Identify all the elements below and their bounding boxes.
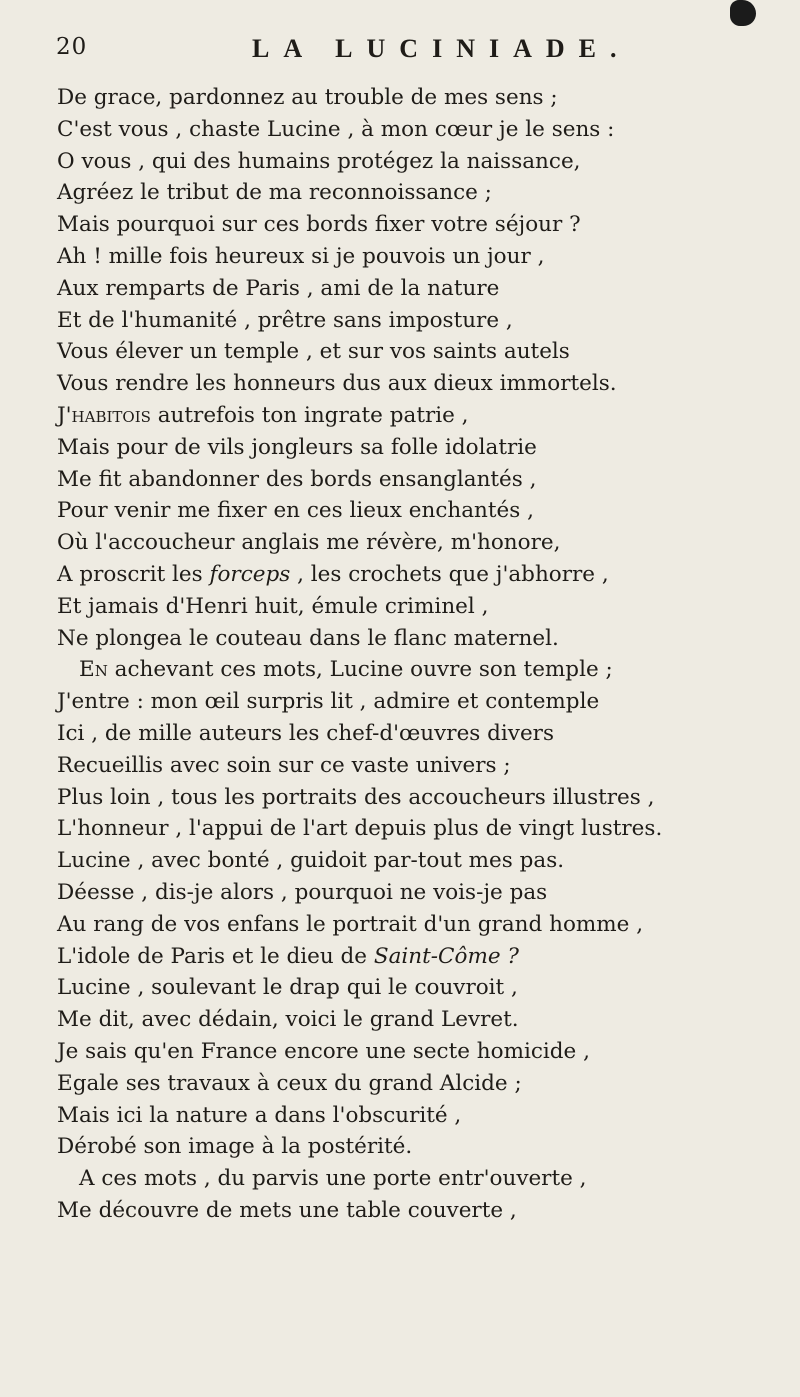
line-segment: Déesse , dis-je alors , pourquoi ne vois-je pas — [57, 879, 548, 905]
poem-line — [57, 1068, 777, 1100]
line-segment: Vous rendre les honneurs dus aux dieux immortels. — [57, 371, 617, 397]
line-segment: A ces mots , du parvis une porte entr'ouverte , — [79, 1166, 587, 1192]
poem-line — [57, 114, 777, 146]
line-segment: Lucine , soulevant le drap qui le couvroit , — [57, 975, 518, 1001]
line-segment: Ici , de mille auteurs les chef-d'œuvres divers — [57, 720, 554, 746]
line-segment: Saint-Côme ? — [373, 943, 519, 969]
line-segment: Où l'accoucheur anglais me révère, m'honore, — [57, 530, 561, 556]
poem-line — [57, 591, 777, 623]
line-segment: Me fit abandonner des bords ensanglantés , — [57, 466, 537, 492]
line-segment: L'idole de Paris et le dieu de — [57, 943, 374, 969]
poem-line — [57, 877, 777, 909]
line-segment: De grace, pardonnez au trouble de mes sens ; — [57, 85, 558, 110]
line-segment: Au rang de vos enfans le portrait d'un grand homme , — [57, 911, 644, 937]
poem-line — [57, 495, 777, 527]
line-segment: achevant ces mots, Lucine ouvre son temple ; — [107, 657, 613, 683]
line-segment: En — [79, 657, 108, 683]
poem-line — [57, 527, 777, 559]
poem-line — [57, 464, 777, 496]
line-segment: L'honneur , l'appui de l'art depuis plus de vingt lustres. — [57, 816, 663, 842]
poem-line — [57, 654, 777, 686]
line-segment: Mais pour de vils jongleurs sa folle idolatrie — [57, 434, 537, 460]
poem-line — [57, 368, 777, 400]
line-segment: Me découvre de mets une table couverte , — [57, 1197, 517, 1223]
poem-text — [57, 82, 777, 1227]
poem-line — [57, 972, 777, 1004]
line-segment: Ne plongea le couteau dans le flanc maternel. — [57, 625, 559, 651]
line-segment: forceps — [209, 561, 291, 587]
poem-line — [57, 1131, 777, 1163]
line-segment: Et de l'humanité , prêtre sans imposture , — [57, 307, 513, 333]
line-segment: Me dit, avec dédain, voici le grand Levret. — [57, 1007, 519, 1033]
poem-line — [57, 432, 777, 464]
poem-line — [57, 1004, 777, 1036]
poem-line — [57, 845, 777, 877]
line-segment: autrefois ton ingrate patrie , — [150, 402, 469, 428]
poem-line — [57, 400, 777, 432]
line-segment: Aux remparts de Paris , ami de la nature — [57, 275, 500, 301]
line-segment: Mais ici la nature a dans l'obscurité , — [57, 1102, 462, 1128]
line-segment: Et jamais d'Henri huit, émule criminel , — [57, 593, 489, 619]
poem-line — [57, 146, 777, 178]
line-segment: Agréez le tribut de ma reconnoissance ; — [57, 180, 492, 206]
line-segment: Mais pourquoi sur ces bords fixer votre séjour ? — [57, 212, 581, 238]
poem-line — [57, 909, 777, 941]
poem-line — [57, 941, 777, 973]
poem-line — [57, 1163, 777, 1195]
poem-line — [57, 241, 777, 273]
line-segment: Plus loin , tous les portraits des accoucheurs illustres , — [57, 784, 655, 810]
line-segment: , les crochets que j'abhorre , — [290, 561, 609, 587]
line-segment: Pour venir me fixer en ces lieux enchantés , — [57, 498, 534, 524]
poem-line — [57, 1036, 777, 1068]
poem-line — [57, 305, 777, 337]
line-segment: J'habitois — [57, 402, 151, 428]
ink-blot-mark — [730, 0, 756, 26]
poem-line — [57, 1195, 777, 1227]
poem-line — [57, 336, 777, 368]
poem-line — [57, 782, 777, 814]
line-segment: Vous élever un temple , et sur vos saints autels — [57, 339, 570, 365]
poem-line — [57, 686, 777, 718]
line-segment: Dérobé son image à la postérité. — [57, 1134, 413, 1160]
line-segment: Egale ses travaux à ceux du grand Alcide ; — [57, 1070, 522, 1096]
poem-line — [57, 718, 777, 750]
line-segment: A proscrit les — [57, 561, 210, 587]
poem-line — [57, 82, 777, 114]
line-segment: C'est vous , chaste Lucine , à mon cœur je le sens : — [57, 116, 615, 142]
poem-line — [57, 273, 777, 305]
poem-line — [57, 177, 777, 209]
line-segment: O vous , qui des humains protégez la naissance, — [57, 148, 581, 174]
poem-line — [57, 750, 777, 782]
line-segment: Recueillis avec soin sur ce vaste univers ; — [57, 752, 511, 778]
running-title: LA LUCINIADE. — [252, 34, 631, 63]
line-segment: Ah ! mille fois heureux si je pouvois un jour , — [57, 243, 545, 269]
line-segment: Lucine , avec bonté , guidoit par-tout mes pas. — [57, 848, 565, 874]
poem-line — [57, 813, 777, 845]
poem-line — [57, 209, 777, 241]
poem-line — [57, 559, 777, 591]
poem-line — [57, 1100, 777, 1132]
line-segment: J'entre : mon œil surpris lit , admire et contemple — [57, 689, 600, 715]
poem-line — [57, 623, 777, 655]
line-segment: Je sais qu'en France encore une secte homicide , — [57, 1038, 590, 1064]
page-number: 20 — [56, 34, 88, 60]
page-header — [56, 34, 756, 70]
